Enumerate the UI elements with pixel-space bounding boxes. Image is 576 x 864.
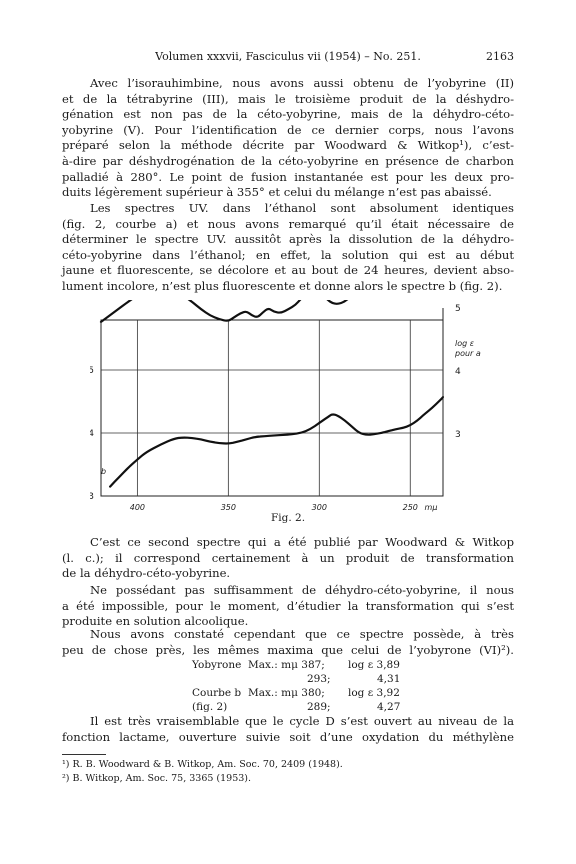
- text-line: jaune et fluorescente, se décolore et au bout de 24 heures, devient abso-: [62, 263, 514, 278]
- text-line: Il est très vraisemblable que le cycle D s’est ouvert au niveau de la: [90, 714, 514, 728]
- table-cell: Max.: mμ 387;: [248, 659, 325, 671]
- text-line: à-dire par déshydrogénation de la céto-yobyrine en présence de charbon: [62, 153, 514, 168]
- journal-citation: Volumen xxxvii, Fasciculus vii (1954) – No. 251.: [155, 50, 421, 63]
- paragraph-3: [62, 535, 514, 582]
- paragraph-1: [62, 76, 514, 201]
- footnote-1: ¹) R. B. Woodward & B. Witkop, Am. Soc. 70, 2409 (1948).: [62, 759, 343, 770]
- text-line: duits légèrement supérieur à 355° et celui du mélange n’est pas abaissé.: [62, 185, 492, 200]
- table-cell: (fig. 2): [192, 701, 228, 713]
- paragraph-2: [62, 201, 514, 295]
- left-axis-title: [90, 339, 91, 348]
- table-cell: Max.: mμ 380;: [248, 687, 325, 699]
- text-line: Les spectres UV. dans l’éthanol sont absolument identiques: [90, 201, 514, 215]
- text-line: C’est ce second spectre qui a été publié par Woodward & Witkop: [90, 535, 514, 549]
- text-line: céto-yobyrine dans l’éthanol; en effet, la solution qui est au début: [62, 247, 514, 262]
- series-line-b: [110, 397, 443, 487]
- table-cell: 4,27: [377, 701, 401, 713]
- table-cell: log ε 3,89: [348, 659, 400, 671]
- text-line: lument incolore, n’est plus fluorescente et donne alors le spectre b (fig. 2).: [62, 278, 503, 293]
- x-tick-label: 400: [129, 503, 146, 512]
- text-line: (l. c.); il correspond certainement à un produit de transformation: [62, 550, 514, 565]
- right-axis-title: log ε: [455, 339, 475, 348]
- table-cell: 289;: [307, 701, 331, 713]
- x-tick-label: 250: [402, 503, 418, 512]
- right-axis-title: pour a: [455, 349, 481, 358]
- text-line: préparé selon la méthode décrite par Woodward & Witkop¹), c’est-: [62, 138, 514, 153]
- chart-series: [101, 300, 443, 487]
- text-line: déterminer le spectre UV. aussitôt après la dissolution de la déhydro-: [62, 232, 514, 247]
- figure-2-chart: [90, 300, 490, 530]
- table-cell: log ε 3,92: [348, 687, 400, 699]
- page-number: 2163: [486, 50, 514, 63]
- right-tick-label: 4: [455, 367, 461, 377]
- x-tick-label: 350: [220, 503, 236, 512]
- series-line-a: [101, 300, 443, 322]
- text-line: génation est non pas de la céto-yobyrine, mais de la déhydro-céto-: [62, 107, 514, 122]
- text-line: Ne possédant pas suffisamment de déhydro-céto-yobyrine, il nous: [90, 583, 514, 597]
- left-tick-label: 5: [90, 366, 94, 376]
- text-line: de la déhydro-céto-yobyrine.: [62, 566, 231, 581]
- table-cell: Yobyrone: [192, 659, 242, 671]
- left-tick-label: 3: [90, 492, 94, 502]
- text-line: et de la tétrabyrine (III), mais le troisième produit de la déshydro-: [62, 91, 514, 106]
- text-line: Avec l’isorauhimbine, nous avons aussi obtenu de l’yobyrine (II): [90, 76, 514, 90]
- table-cell: 293;: [307, 673, 331, 685]
- text-line: a été impossible, pour le moment, d’étudier la transformation qui s’est: [62, 598, 514, 613]
- x-tick-label: 300: [311, 503, 327, 512]
- text-line: (fig. 2, courbe a) et nous avons remarqué qu’il était nécessaire de: [62, 216, 514, 231]
- series-label-b: b: [101, 466, 107, 476]
- text-line: yobyrine (V). Pour l’identification de ce dernier corps, nous l’avons: [62, 122, 514, 137]
- footnote-rule: [62, 754, 106, 755]
- text-line: fonction lactame, ouverture suivie soit d’une oxydation du méthylène: [62, 729, 514, 744]
- spectrum-chart: [90, 300, 490, 530]
- paragraph-4: [62, 583, 514, 630]
- right-tick-label: 3: [455, 430, 461, 440]
- table-cell: 4,31: [377, 673, 401, 685]
- running-header: [0, 50, 576, 66]
- chart-grid: [101, 308, 443, 496]
- paragraph-5: [62, 627, 514, 658]
- left-tick-label: 4: [90, 429, 94, 439]
- x-tick-label: mμ: [424, 503, 438, 512]
- paragraph-6: [62, 714, 514, 745]
- right-tick-label: 5: [455, 304, 461, 314]
- text-line: palladié à 280°. Le point de fusion instantanée est pour les deux pro-: [62, 169, 514, 184]
- plot-frame: [101, 320, 443, 496]
- chart-labels: [90, 300, 481, 512]
- table-cell: Courbe b: [192, 687, 242, 699]
- text-line: peu de chose près, les mêmes maxima que celui de l’yobyrone (VI)²).: [62, 642, 514, 657]
- figure-caption: Fig. 2.: [270, 512, 306, 524]
- footnote-2: ²) B. Witkop, Am. Soc. 75, 3365 (1953).: [62, 773, 252, 784]
- text-line: produite en solution alcoolique.: [62, 614, 249, 629]
- text-line: Nous avons constaté cependant que ce spectre possède, à très: [90, 627, 514, 641]
